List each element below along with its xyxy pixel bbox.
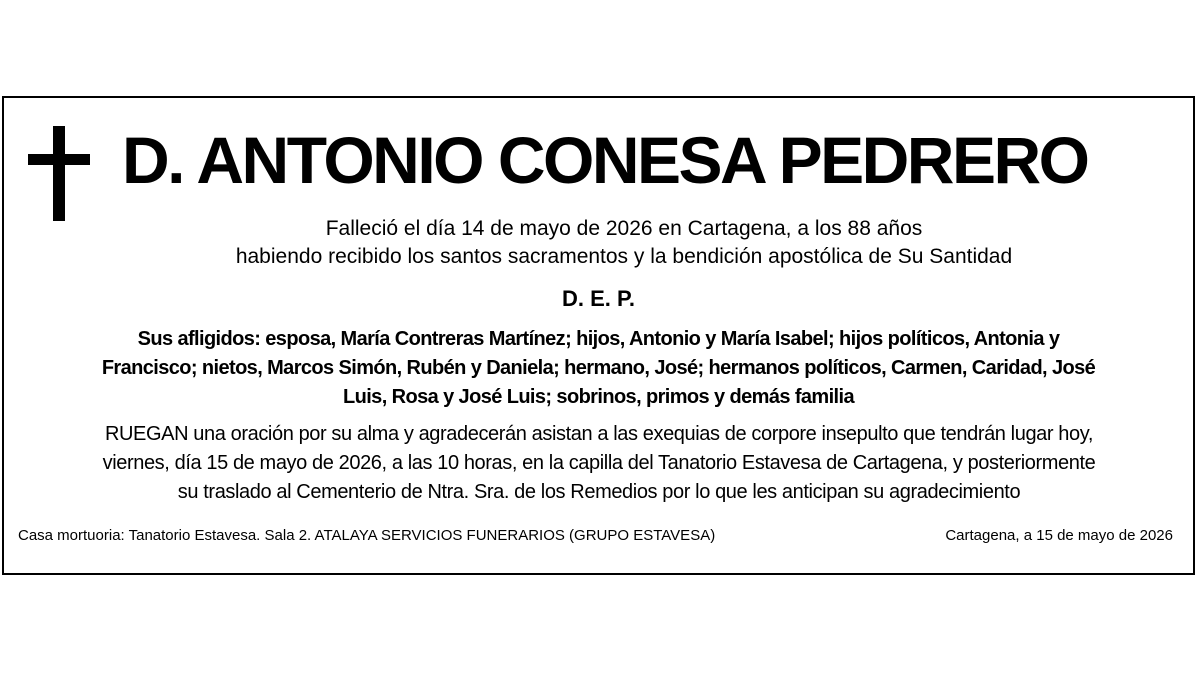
ruegan-line-3: su traslado al Cementerio de Ntra. Sra. de los Remedios por lo que les anticipan su agradecimiento [177, 481, 1021, 503]
family-line-1: Sus afligidos: esposa, María Contreras Martínez; hijos, Antonio y María Isabel; hijos políticos, Antonia y [137, 328, 1060, 350]
family-list [16, 325, 1181, 412]
funeral-request [14, 420, 1184, 507]
ruegan-line-1: RUEGAN una oración por su alma y agradecerán asistan a las exequias de corpore insepulto que tendrán lugar hoy, [104, 423, 1094, 445]
cross-icon [28, 126, 90, 221]
ruegan-line-2: viernes, día 15 de mayo de 2026, a las 10 horas, en la capilla del Tanatorio Estavesa de Cartagena, y posteriormente [102, 452, 1096, 474]
deceased-name: D. ANTONIO CONESA PEDRERO [122, 123, 1088, 197]
family-line-3: Luis, Rosa y José Luis; sobrinos, primos y demás familia [342, 386, 854, 408]
death-announcement [104, 215, 1144, 271]
obituary-notice [2, 96, 1195, 575]
funeral-home-info: Casa mortuoria: Tanatorio Estavesa. Sala 2. ATALAYA SERVICIOS FUNERARIOS (GRUPO ESTAVESA) [18, 527, 716, 544]
family-line-2: Francisco; nietos, Marcos Simón, Rubén y Daniela; hermano, José; hermanos políticos, Carmen, Caridad, José [101, 357, 1096, 379]
place-date: Cartagena, a 15 de mayo de 2026 [945, 527, 1173, 544]
intro-line-2: habiendo recibido los santos sacramentos y la bendición apostólica de Su Santidad [235, 245, 1013, 268]
rest-in-peace: D. E. P. [562, 286, 635, 311]
intro-line-1: Falleció el día 14 de mayo de 2026 en Cartagena, a los 88 años [325, 217, 923, 240]
